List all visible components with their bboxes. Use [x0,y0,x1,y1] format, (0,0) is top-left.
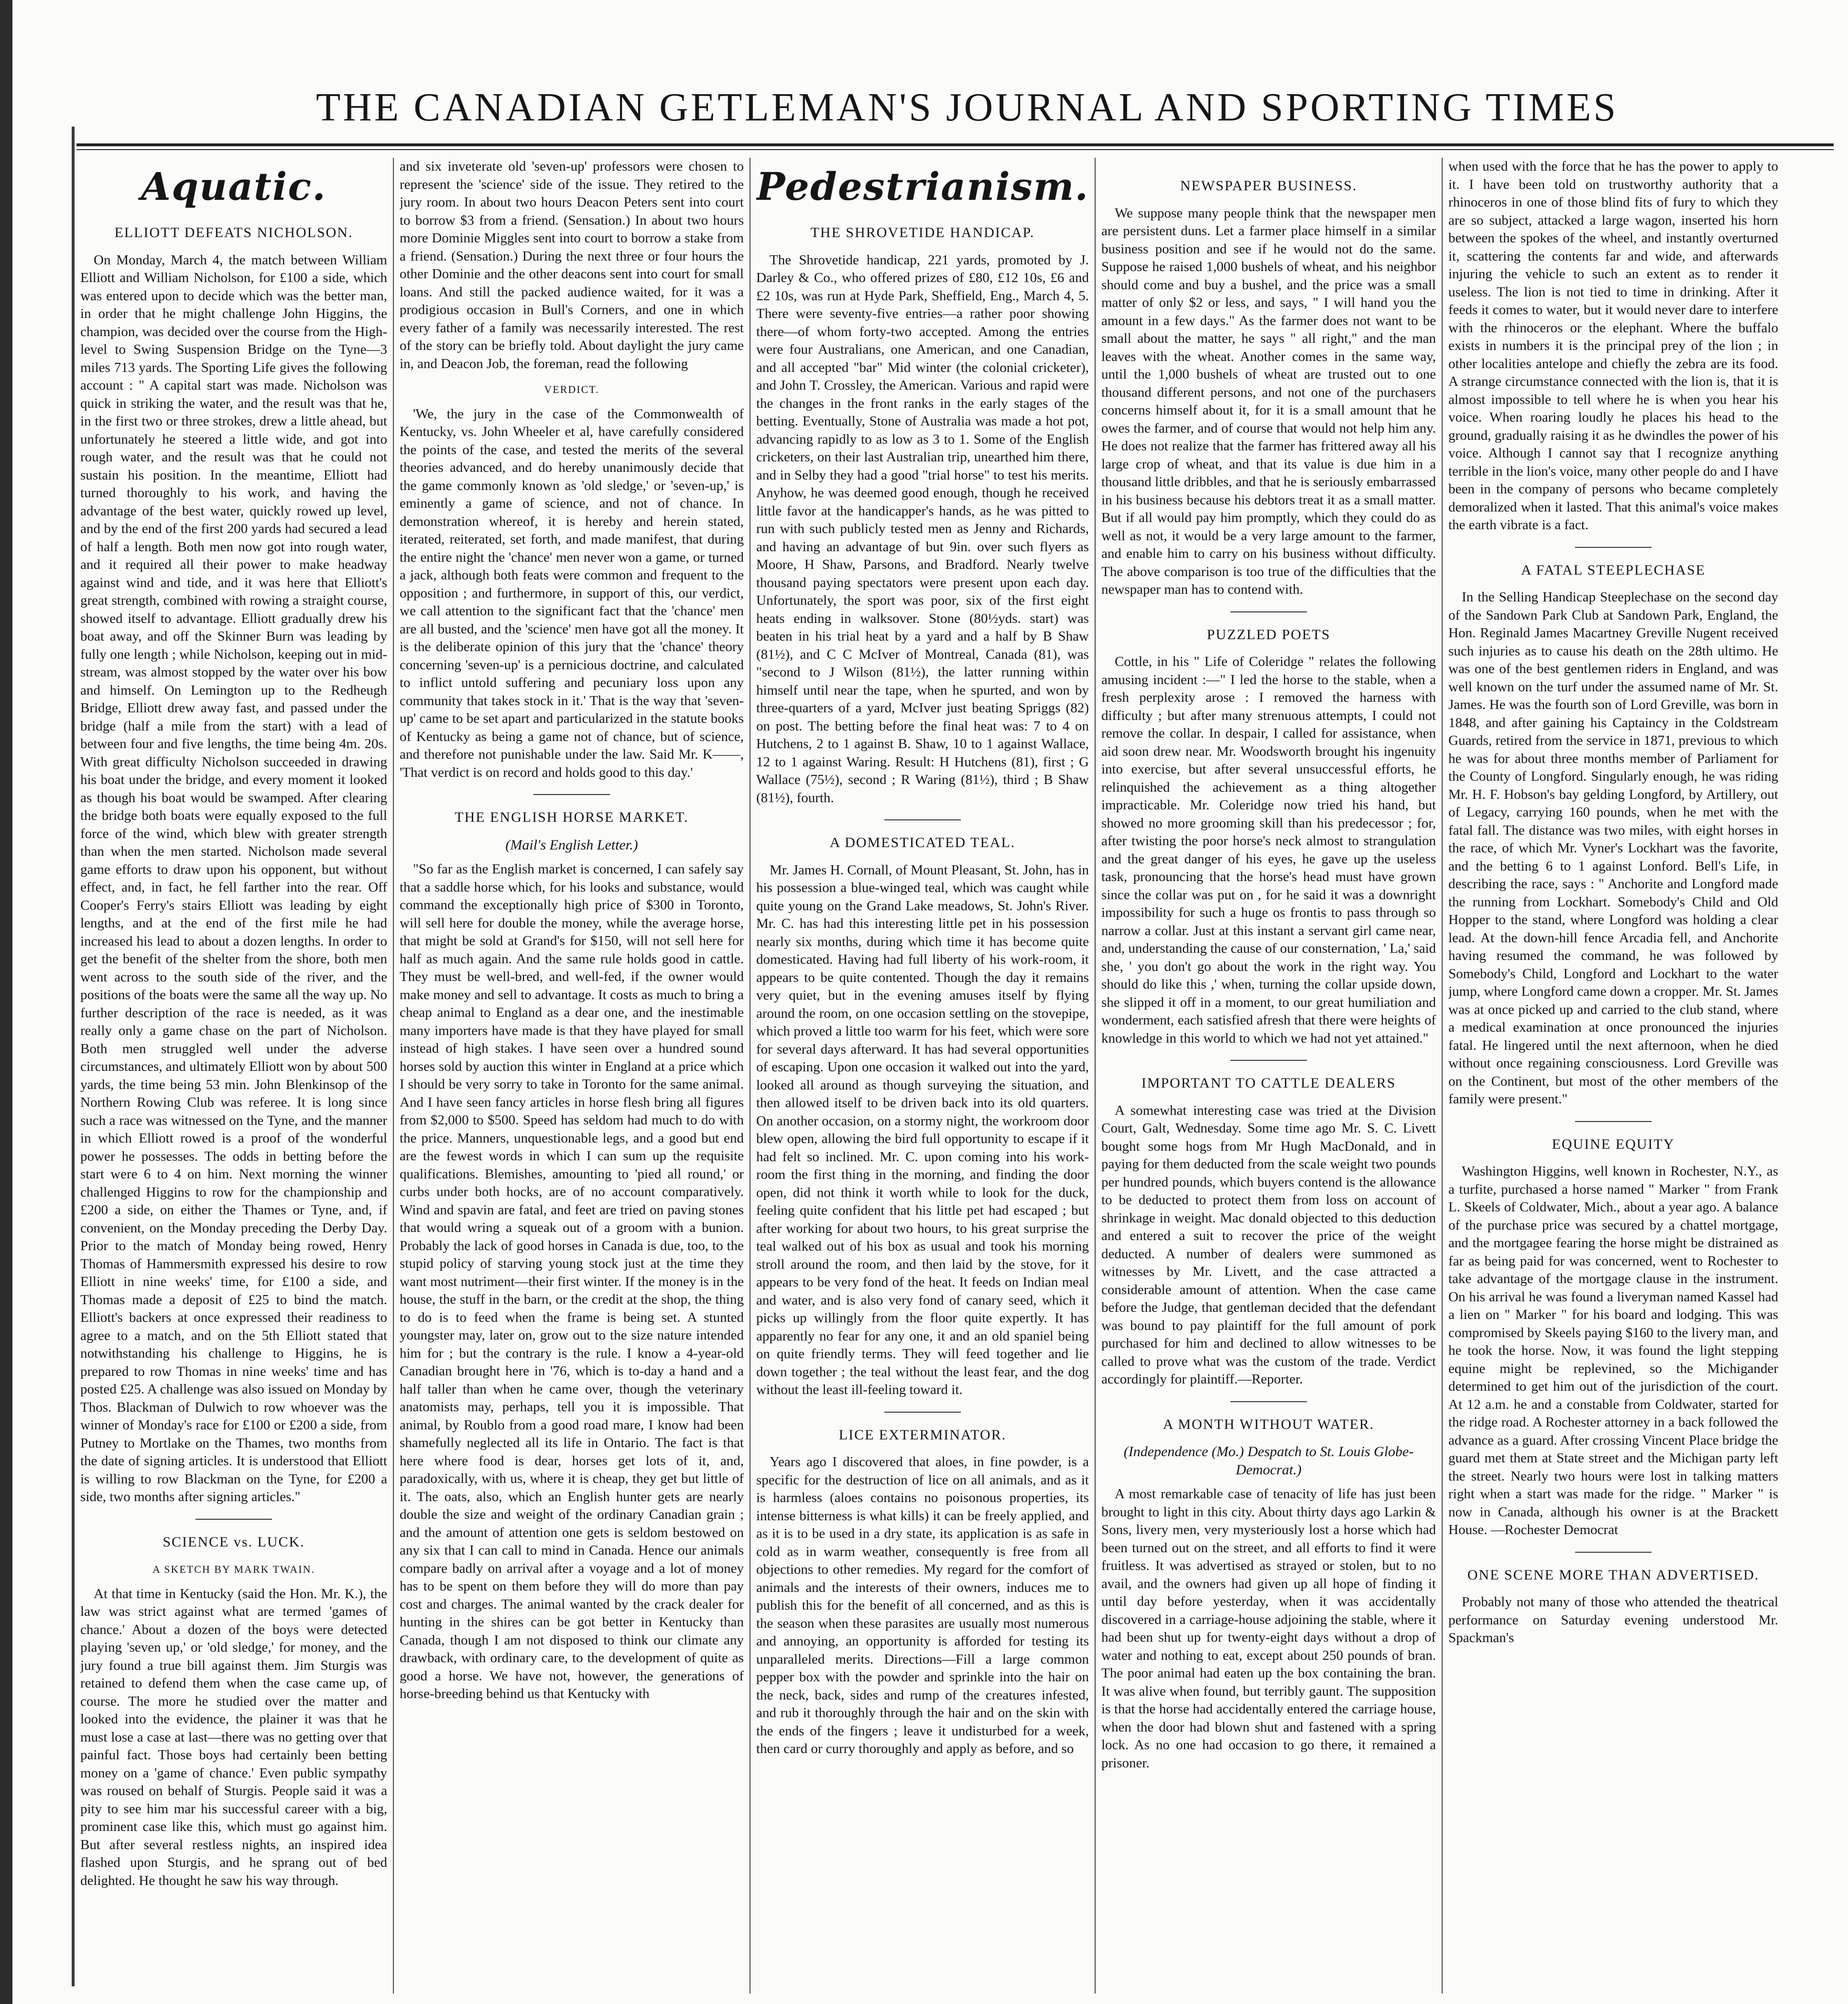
masthead: THE CANADIAN GETLEMAN'S JOURNAL AND SPORTING TIMES [315,85,1619,130]
column-5 [1448,158,1778,1993]
section-divider [196,1519,272,1520]
article-body-elliott: On Monday, March 4, the match between William Elliott and William Nicholson, for £100 a side, which was entered upon to decide which was the better man, in order that he might challenge John Higgins, the champion, was decided over the course from the High-level to Swing Suspension Bridge on the Tyne—3 miles 713 yards. The Sporting Life gives the following account : " A capital start was made. Nicholson was quick in striking the water, and the result was that he, in the first two or three strokes, drew a little ahead, but unfortunately he steered a little wide, and got into rough water, and the result was that he could not sustain his position. In the meantime, Elliott had turned thoroughly to his work, and having the advantage of the best water, quickly rowed up level, and by the end of the first 200 yards had secured a lead of half a length. Both men now got into rough water, and it required all their power to make headway against wind and tide, and it was here that Elliott's great strength, combined with rowing a straight course, showed itself to advantage. Elliott gradually drew his boat away, and off the Skinner Burn was leading by fully one length ; while Nicholson, keeping out in mid-stream, was almost stopped by the water over his bow and himself. On Lemington up to the Redheugh Bridge, Elliott drew away fast, and passed under the bridge (half a mile from the start) with a lead of between four and five lengths, the time being 4m. 20s. With great difficulty Nicholson succeeded in drawing his boat under the bridge, and every moment it looked as though his boat would be swamped. After clearing the bridge both boats were equally exposed to the full force of the wind, which blew with greater strength than when the men started. Nicholson made several game efforts to draw upon his opponent, but without effect, and, in fact, he fell farther into the rear. Off Cooper's Ferry's stairs Elliott was leading by eight lengths, and at the end of the first mile he had increased his lead to about a dozen lengths. In order to get the benefit of the shelter from the shore, both men went across to the south side of the river, and the positions of the boats were the same all the way up. No further description of the race is needed, as it was really only a game chase on the part of Nicholson. Both men struggled well under the adverse circumstances, and ultimately Elliott won by about 500 yards, the time being 53 min. John Blenkinsop of the Northern Rowing Club was referee. It is long since such a race was witnessed on the Tyne, and the manner in which Elliott rowed is a proof of the wonderful power he possesses. The odds in betting before the start were 6 to 4 on him. Next morning the winner challenged Higgins to row for the championship and £200 a side, on either the Thames or Tyne, and, if convenient, on the Monday preceding the Derby Day. Prior to the match of Monday being rowed, Henry Thomas of Hammersmith expressed his desire to row Elliott in nine weeks' time, for £100 a side, and Thomas made a deposit of £25 to bind the match. Elliott's backers at once expressed their readiness to agree to a match, and on the 5th Elliott stated that notwithstanding his challenge to Higgins, he is prepared to row Thomas in nine weeks' time and has posted £25. A challenge was also issued on Monday by Thos. Blackman of Dulwich to row whoever was the winner of Monday's race for £100 or £200 a side, from Putney to Mortlake on the Thames, two months from the date of signing articles. It is understood that Elliott is willing to row Blackman on the Tyne, for £200 a side, two months after signing articles." [80,252,387,1504]
scan-binding-edge [0,0,12,2004]
section-divider [1575,1552,1652,1553]
column-3 [756,158,1089,1993]
article-body-science-continued: and six inveterate old 'seven-up' professors were chosen to represent the 'science' side of the issue. They retired to the jury room. In about two hours Deacon Peters sent into court to borrow $3 from a friend. (Sensation.) In about two hours more Dominie Miggles sent into court to borrow a stake from a friend. (Sensation.) During the next three or four hours the other Dominie and the other deacons sent into court for small loans. And still the packed audience waited, for it was a prodigious occasion in Bull's Corners, and one in which every father of a family was necessarily interested. The rest of the story can be briefly told. About daylight the jury came in, and Deacon Job, the foreman, read the following [400,159,744,371]
article-title-steeplechase: A FATAL STEEPLECHASE [1521,562,1706,578]
section-divider [1575,1121,1652,1122]
article-body-steeplechase: In the Selling Handicap Steeplechase on the second day of the Sandown Park Club at Sandown Park, England, the Hon. Reginald James Macartney Greville Nugent received such injuries as to cause his death on the 28th ultimo. He was one of the best gentlemen riders in England, and was well known on the turf under the assumed name of Mr. St. James. He was the fourth son of Lord Greville, was born in 1848, and after gaining his Captaincy in the Coldstream Guards, retired from the service in 1871, previous to which he was for about three months member of Parliament for the County of Longford. Singularly enough, he was riding Mr. H. F. Hobson's bay gelding Longford, by Artillery, out of Legacy, carrying 160 pounds, when he met with the fatal fall. The distance was two miles, with eight horses in the race, of which Mr. Vyner's Lockhart was the favorite, and the betting 6 to 1 against Lonford. Bell's Life, in describing the race, says : " Anchorite and Longford made the running from Lockhart. Somebody's Child and Old Hopper to the stand, where Longford was holding a clear lead. At the down-hill fence Arcadia fell, and Anchorite having resumed the command, he was followed by Somebody's Child, Longford and Lockhart to the water jump, where Longford came down a cropper. Mr. St. James was at once picked up and carried to the club stand, where a medical examination at once pronounced the injuries fatal. He lingered until the next afternoon, when he died without once regaining consciousness. Lord Greville was on the Continent, but most of the other members of the family were present." [1448,589,1778,1107]
article-body-lion-continued: when used with the force that he has the power to apply to it. I have been told on trustworthy authority that a rhinoceros in one of those blind fits of fury to which they are so subject, attacked a large wagon, inserted his horn between the spokes of the wheel, and instantly overturned it, scattering the contents far and wide, and afterwards injuring the vehicle to such an extent as to render it useless. The lion is not tied to time in drinking. After it feeds it comes to water, but it would never dare to interfere with the rhinoceros or the elephant. Where the buffalo exists in numbers it is the principal prey of the lion ; in other localities antelope and chiefly the zebra are its food. A strange circumstance connected with the lion is, that it is almost impossible to tell where he is when you hear his voice. When roaring loudly he places his head to the ground, gradually raising it as he dwindles the power of his voice. Although I cannot say that I recognize anything terrible in the lion's voice, many other people do and I have been in the company of persons who became completely demoralized when it lasted. That this animal's voice makes the earth vibrate is a fact. [1448,159,1778,533]
article-body-poets: Cottle, in his " Life of Coleridge " relates the following amusing incident :—" I led the horse to the stable, when a fresh perplexity arose : I removed the harness with difficulty ; but after many strenuous attempts, I could not remove the collar. In despair, I called for assistance, when aid soon drew near. Mr. Woodsworth brought his ingenuity into exercise, but after several unsuccessful efforts, he relinquished the achievement as a thing altogether impracticable. Mr. Coleridge now tried his hand, but showed no more grooming skill than his predecessor ; for, after twisting the poor horse's neck almost to strangulation and the great danger of his eyes, he gave up the useless task, pronouncing that the horse's head must have grown since the collar was put on , for he said it was a downright impossibility for such a huge os frontis to pass through so narrow a collar. Just at this instant a servant girl came near, and, understanding the cause of our consternation, ' La,' said she, ' you don't go about the work in the right way. You should do like this ,' when, turning the collar upside down, she slipped it off in a moment, to our great humiliation and wonderment, each satisfied afresh that there were heights of knowledge in this world to which we had not yet attained." [1101,654,1436,1046]
article-title-equine: EQUINE EQUITY [1552,1136,1675,1152]
article-title-shrovetide: THE SHROVETIDE HANDICAP. [810,225,1035,240]
section-heading-pedestrianism: Pedestrianism. [756,164,1089,209]
column-4 [1101,158,1436,1993]
article-title-lice: LICE EXTERMINATOR. [838,1427,1007,1443]
article-body-science: At that time in Kentucky (said the Hon. Mr. K.), the law was strict against what are termed 'games of chance.' About a dozen of the boys were detected playing 'seven up,' or 'old sledge,' for money, and the jury found a true bill against them. Jim Sturgis was retained to defend them when the case came up, of course. The more he studied over the matter and looked into the evidence, the plainer it was that he must lose a case at last—there was no getting over that painful fact. Those boys had certainly been betting money on a 'game of chance.' Even public sympathy was roused on behalf of Sturgis. People said it was a pity to see him mar his successful career with a big, prominent case like this, which must go against him. But after several restless nights, an inspired idea flashed upon Sturgis, and he sprang out of bed delighted. He thought he saw his way through. [80,1586,387,1888]
section-divider [1230,1401,1307,1402]
article-title-scene: ONE SCENE MORE THAN ADVERTISED. [1467,1567,1760,1583]
column-1 [80,158,387,1993]
article-title-newspaper: NEWSPAPER BUSINESS. [1180,178,1358,194]
article-credit-water: (Independence (Mo.) Despatch to St. Louis Globe-Democrat.) [1123,1444,1414,1478]
article-title-teal: A DOMESTICATED TEAL. [829,835,1016,850]
article-body-lice: Years ago I discovered that aloes, in fine powder, is a specific for the destruction of lice on all animals, and as it is harmless (aloes contains no poisonous properties, its intense bitterness is what kills) it can be freely applied, and as it is to be used in a dry state, its application is as safe in cold as in warm weather, consequently is free from all objections to other remedies. My regard for the comfort of animals and the interests of their owners, induces me to publish this for the benefit of all concerned, and as this is the season when these parasites are usually most numerous and annoying, an opportunity is afforded for testing its unparalleled merits. Directions—Fill a large common pepper box with the powder and sprinkle into the hair on the neck, back, sides and rump of the creatures infested, and rub it thoroughly through the hair and on the skin with the ends of the fingers ; leave it undisturbed for a week, then card or curry thoroughly and apply as before, and so [756,1454,1089,1756]
article-body-horse-market: "So far as the English market is concerned, I can safely say that a saddle horse which, for his looks and substance, would command the exceptionally high price of $300 in Toronto, will sell here for double the money, while the average horse, that might be sold at Grand's for $150, will not sell here for half as much again. And the same rule holds good in cattle. They must be well-bred, and well-fed, if the owner would make money and sell to advantage. It costs as much to bring a cheap animal to England as a dear one, and the inestimable many importers have made is that they have played for small instead of high stakes. I have seen over a hundred sound horses sold by auction this winter in England at a price which I should be very sorry to take in Toronto for the same animal. And I have seen fancy articles in horse flesh bring all figures from $2,000 to $500. Speed has seldom had much to do with the price. Manners, unquestionable legs, and a good but end are the fewest words in which I can sum up the requisite qualifications. Blemishes, amounting to 'pied all round,' or curbs under both hocks, are of no account comparatively. Wind and spavin are fatal, and feet are tried on paving stones that would wring a squeak out of a groom with a bunion. Probably the lack of good horses in Canada is due, too, to the stupid policy of starving young stock just at the time they want most nutriment—their first winter. If the money is in the house, the stuff in the barn, or the credit at the shop, the thing to do is to feed when the frame is being set. A stunted youngster may, later on, grow out to the size nature intended him for ; but the contrary is the rule. I know a 4-year-old Canadian brought here in '76, which is to-day a hand and a half taller than when he came over, though the veterinary anatomists may, perhaps, tell you it is impossible. That animal, by Roublo from a good road mare, I know had been shamefully neglected all its life in Ontario. The fact is that here where food is dear, horses get lots of it, and, paradoxically, with us, where it is cheap, they get but little of it. The oats, also, which an English hunter gets are nearly double the size and weight of the ordinary Canadian grain ; and the amount of attention one gets is seldom bestowed on any six that I can call to mind in Canada. Hence our animals compare badly on arrival after a voyage and a lot of money has to be spent on them before they will do more than pay cost and charges. The animal wanted by the crack dealer for hunting in the shires can be got better in Kentucky than Canada, though I am not disposed to think our climate any drawback, with ordinary care, to the development of quite as good a horse. We have not, however, the generations of horse-breeding behind us that Kentucky with [400,861,744,1701]
article-body-water: A most remarkable case of tenacity of life has just been brought to light in this city. About thirty days ago Larkin & Sons, livery men, very mysteriously lost a horse which had been turned out on the street, and all efforts to find it were fruitless. It was advertised as strayed or stolen, but to no avail, and the owners had given up all hope of finding it until day before yesterday, when it was accidentally discovered in a carriage-house adjoining the stable, where it had been shut up for twenty-eight days without a drop of water and nothing to eat, except about 250 pounds of bran. The poor animal had eaten up the box containing the bran. It was alive when found, but terribly gaunt. The supposition is that the horse had accidentally entered the carriage house, when the door had blown shut and fastened with a spring lock. As no one had occasion to go there, it remained a prisoner. [1101,1486,1436,1771]
article-title-poets: PUZZLED POETS [1207,626,1331,643]
section-heading-aquatic: Aquatic. [141,164,326,209]
margin-rule [72,127,75,1986]
article-title-science: SCIENCE vs. LUCK. [163,1534,305,1550]
article-body-cattle: A somewhat interesting case was tried at the Division Court, Galt, Wednesday. Some time ago Mr. S. C. Livett bought some hogs from Mr Hugh MacDonald, and in paying for them deducted from the scale weight two pounds per hundred pounds, which buyers contend is the allowance to be deducted to protect them from loss on account of shrinkage in weight. Mac donald objected to this deduction and entered a suit to recover the price of the weight deducted. A number of dealers were summoned as witnesses by Mr. Livett, and the case attracted a considerable amount of attention. When the case came before the Judge, that gentleman decided that the defendant was bound to pay plaintiff for the full amount of pork purchased for him and declined to allow witnesses to be called to prove what was the custom of the trade. Verdict accordingly for plaintiff.—Reporter. [1101,1102,1436,1387]
article-body-verdict: 'We, the jury in the case of the Commonwealth of Kentucky, vs. John Wheeler et al, have carefully considered the points of the case, and tested the merits of the several theories advanced, and do hereby unanimously decide that the game commonly known as 'old sledge,' or 'seven-up,' is eminently a game of science, and not of chance. In demonstration whereof, it is hereby and herein stated, iterated, reiterated, set forth, and made manifest, that during the entire night the 'chance' men never won a game, or turned a jack, although both feats were common and frequent to the opposition ; and furthermore, in support of this, our verdict, we call attention to the significant fact that the 'chance' men are all busted, and the 'science' men have got all the money. It is the deliberate opinion of this jury that the 'chance' theory concerning 'seven-up' is a pernicious doctrine, and calculated to inflict untold suffering and pecuniary loss upon any community that takes stock in it.' That is the way that 'seven-up' came to be set apart and particularized in the statute books of Kentucky as being a game not of chance, but of science, and therefore not punishable under the law. Said Mr. K——, 'That verdict is on record and holds good to this day.' [400,406,744,780]
article-body-teal: Mr. James H. Cornall, of Mount Pleasant, St. John, has in his possession a blue-winged teal, which was caught while quite young on the Grand Lake meadows, St. John's River. Mr. C. has had this interesting little pet in his possession nearly six months, during which time it has become quite domesticated. Having had full liberty of his work-room, it appears to be quite contented. Though the day it remains very quiet, but in the evening amuses itself by flying around the room, on one occasion settling on the stovepipe, which proved a little too warm for his feet, which were sore for several days afterward. It has had several opportunities of escaping. Upon one occasion it walked out into the yard, looked all around as though surveying the situation, and then allowed itself to be driven back into its old quarters. On another occasion, on a stormy night, the workroom door blew open, allowing the bird full opportunity to escape if it had felt so inclined. Mr. C. upon coming into his work-room the first thing in the morning, and finding the door open, did not think it worth while to look for the duck, feeling quite confident that his little pet had escaped ; but after working for about two hours, to his great surprise the teal walked out of his box as usual and took his morning stroll around the room, and then laid by the stove, for it appears to be very fond of the heat. It feeds on Indian meal and water, and is also very fond of canary seed, which it picks up willingly from the floor quite expertly. It has apparently no fear for any one, it and an old spaniel being on quite friendly terms. They will feed together and lie down together ; the teal without the least fear, and the dog without the least ill-feeling toward it. [756,862,1089,1397]
section-divider [533,794,610,795]
article-body-newspaper: We suppose many people think that the newspaper men are persistent duns. Let a farmer place himself in a similar business position and see if he would not do the same. Suppose he raised 1,000 bushels of wheat, and his neighbor should come and buy a bushel, and the price was a small matter of only $2 or less, and says, " I will hand you the amount in a few days." As the farmer does not want to be small about the matter, he says " all right," and the man leaves with the wheat. Another comes in the same way, until the 1,000 bushels of wheat are trusted out to one thousand different persons, and not one of the purchasers concerns himself about it, for it is a small amount that he owes the farmer, and of course that would not help him any. He does not realize that the farmer has frittered away all his large crop of wheat, and that its value is due him in a thousand little dribbles, and that he is seriously embarrassed in his business because his debtors treat it as a small matter. But if all would pay him promptly, which they could do as well as not, it would be a very large amount to the farmer, and enable him to carry on his business without difficulty. The above comparison is too true of the difficulties that the newspaper man has to contend with. [1101,205,1436,597]
verdict-label: VERDICT. [544,383,599,395]
article-title-cattle: IMPORTANT TO CATTLE DEALERS [1141,1075,1396,1091]
masthead-rule [76,143,1834,146]
article-title-water: A MONTH WITHOUT WATER. [1163,1416,1375,1432]
article-subtitle-science: A SKETCH BY MARK TWAIN. [152,1563,315,1575]
article-body-scene: Probably not many of those who attended the theatrical performance on Saturday evening understood Mr. Spackman's [1448,1594,1778,1645]
column-rule [393,158,394,1993]
section-divider [1575,547,1652,548]
article-body-shrovetide: The Shrovetide handicap, 221 yards, promoted by J. Darley & Co., who offered prizes of £80, £12 10s, £6 and £2 10s, was run at Hyde Park, Sheffield, Eng., March 4, 5. There were seventy-five entries—a rather poor showing there—of whom forty-two accepted. Among the entries were four Australians, one American, and one Canadian, and all accepted "bar" Mid winter (the colonial cricketer), and John T. Crossley, the American. Various and rapid were the changes in the front ranks in the early stages of the betting. Eventually, Stone of Australia was made a hot pot, advancing rapidly to as low as 3 to 1. Some of the English cricketers, on their last Australian trip, unearthed him there, and in Selby they had a good "trial horse" to test his merits. Anyhow, he was deemed good enough, though he received little favor at the handicapper's hands, as he was pitted to run with such publicly tested men as Jenny and Richards, and having an advantage of but 9in. over such flyers as Moore, H Shaw, Parsons, and Bradford. Nearly twelve thousand paying spectators were present upon each day. Unfortunately, the sport was poor, six of the first eight heats ending in walksover. Stone (80½yds. start) was beaten in his trial heat by a yard and a half by B Shaw (81½), and C C McIver of Montreal, Canada (81), was "second to J Wilson (81½), the latter running within himself until near the tape, when he spurted, and won by three-quarters of a yard, McIver just beating Spriggs (82) on post. The betting before the final heat was: 7 to 4 on Hutchens, 2 to 1 against B. Shaw, 10 to 1 against Wallace, 12 to 1 against Waring. Result: H Hutchens (81), first ; G Wallace (75½), second ; R Waring (81½), third ; B Shaw (81½), fourth. [756,252,1089,806]
article-credit-horse-market: (Mail's English Letter.) [505,837,638,853]
column-rule [1095,158,1096,1993]
masthead-rule-thin [76,149,1834,150]
section-divider [884,1412,961,1413]
article-title-horse-market: THE ENGLISH HORSE MARKET. [455,809,689,825]
article-body-equine: Washington Higgins, well known in Rochester, N.Y., as a turfite, purchased a horse named " Marker " from Frank L. Skeels of Coldwater, Mich., about a year ago. A balance of the purchase price was secured by a chattel mortgage, and the mortgagee fearing the horse might be distrained as far as being paid for was concerned, went to Rochester to take advantage of the mortgage clause in the instrument. On his arrival he was found a liveryman named Kassel had a lien on " Marker " for his board and lodging. This was compromised by Skeels paying $160 to the livery man, and he took the horse. Now, it was found the light stepping equine might be replevined, so the Michigander determined to get him out of the jurisdiction of the court. At 12 a.m. he and a constable from Coldwater, started for the ridge road. A Rochester attorney in a back followed the advance as a guard. After crossing Vincent Place bridge the guard met them at State street and the Michigan party left the street. Nearly two hours were lost in talking matters right when a start was made for the ridge. " Marker " is now in Canada, although his owner is at the Brackett House. —Rochester Democrat [1448,1164,1778,1537]
column-2 [400,158,744,1993]
article-title-elliott: ELLIOTT DEFEATS NICHOLSON. [114,225,353,240]
section-divider [884,819,961,820]
column-rule [1442,158,1443,1993]
section-divider [1230,611,1307,612]
section-divider [1230,1060,1307,1061]
